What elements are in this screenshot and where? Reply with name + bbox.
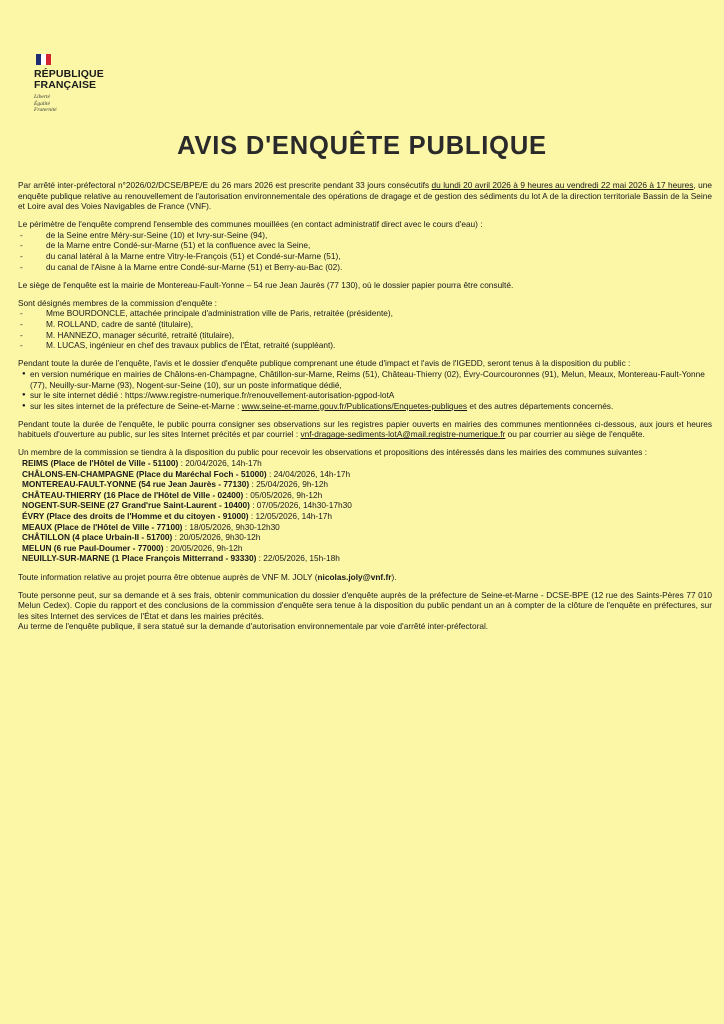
siege-paragraph: Le siège de l'enquête est la mairie de Montereau-Fault-Yonne – 54 rue Jean Jaurès (77 130), où le dossier papier pourra être consulté.	[18, 279, 514, 290]
permanence-item	[18, 458, 712, 469]
contact-paragraph	[18, 572, 712, 583]
contact-text-before: Toute information relative au projet pourra être obtenue auprès de VNF M. JOLY (	[18, 571, 318, 582]
contact-text-after: ).	[391, 571, 397, 582]
perimeter-item: - du canal de l'Aisne à la Marne entre Condé-sur-Marne (51) et Berry-au-Bac (02).	[18, 262, 712, 273]
commission-member: - M. LUCAS, ingénieur en chef des travaux publics de l'État, retraité (suppléant).	[18, 340, 712, 351]
permanence-place: MELUN (6 rue Paul-Doumer - 77000)	[22, 542, 164, 553]
permanence-detail: : 20/05/2026, 9h-12h	[163, 542, 243, 553]
registre-email-link[interactable]: vnf-dragage-sediments-lotA@mail.registre-numerique.fr	[300, 429, 506, 440]
permanence-place: MEAUX (Place de l'Hôtel de Ville - 77100)	[22, 521, 183, 532]
permanence-detail: : 20/04/2026, 14h-17h	[178, 458, 262, 469]
closing-paragraph: Toute personne peut, sur sa demande et à ses frais, obtenir communication du dossier d'enquête auprès de la préfecture de Seine-et-Marne - DCSE-BPE (12 rue des Saints-Pères 77 010 Melun Cedex). Copie du rapport et des conclusions de la commission d'enquête sera tenue à la disposition du public pendant un an à compter de la clôture de l'enquête en préfectures, sur les sites Internet des services de l'État et dans les mairies précités.	[18, 589, 712, 621]
permanence-place: NOGENT-SUR-SEINE (27 Grand'rue Saint-Laurent - 10400)	[22, 500, 250, 511]
commission-member: - Mme BOURDONCLE, attachée principale d'administration ville de Paris, retraitée (présidente),	[18, 308, 712, 319]
perimeter-item: - du canal latéral à la Marne entre Vitry-le-François (51) et Condé-sur-Marne (51),	[18, 251, 712, 262]
permanence-item	[18, 479, 712, 490]
permanence-place: MONTEREAU-FAULT-YONNE (54 rue Jean Jaurès - 77130)	[22, 479, 250, 490]
logo-motto	[34, 94, 124, 114]
permanence-place: CHÂLONS-EN-CHAMPAGNE (Place du Maréchal Foch - 51000)	[22, 468, 267, 479]
french-flag-icon	[36, 54, 51, 65]
motto-egalite: Égalité	[34, 100, 50, 107]
permanence-place: ÉVRY (Place des droits de l'Homme et du citoyen - 91000)	[22, 511, 249, 522]
prefecture-text-after: et des autres départements concernés.	[467, 400, 614, 411]
republique-francaise-logo	[34, 54, 124, 114]
prefecture-link[interactable]: www.seine-et-marne.gouv.fr/Publications/Enquetes-publiques	[241, 400, 468, 411]
motto-liberte: Liberté	[34, 94, 50, 100]
perimeter-intro: Le périmètre de l'enquête comprend l'ensemble des communes mouillées (en contact administratif direct avec le cours d'eau) :	[18, 219, 483, 230]
permanence-item	[18, 490, 712, 501]
permanences-list	[18, 458, 712, 564]
intro-dates: du lundi 20 avril 2026 à 9 heures au vendredi 22 mai 2026 à 17 heures	[431, 180, 694, 190]
commission-member: - M. ROLLAND, cadre de santé (titulaire),	[18, 319, 712, 330]
observations-paragraph	[18, 419, 712, 440]
permanence-detail: : 24/04/2026, 14h-17h	[266, 468, 351, 479]
permanence-detail: : 05/05/2026, 9h-12h	[243, 489, 323, 500]
permanence-item	[18, 553, 712, 564]
dossier-bullet-prefecture	[18, 401, 712, 412]
permanence-item	[18, 500, 712, 511]
permanence-place: CHÂTILLON (4 place Urbain-II - 51700)	[22, 532, 173, 543]
commission-member: - M. HANNEZO, manager sécurité, retraité (titulaire),	[18, 330, 712, 341]
permanence-item	[18, 469, 712, 480]
dossier-bullet-numerique: ● en version numérique en mairies de Châlons-en-Champagne, Châtillon-sur-Marne, Reims (51), Château-Thierry (02), Évry-Courcouronnes (91), Melun, Meaux, Montereau-Fault-Yonne (77), Neuilly-sur-Marne (93), Nogent-sur-Seine (10), sur un poste informatique dédié,	[18, 369, 712, 390]
permanence-detail: : 18/05/2026, 9h30-12h30	[182, 521, 280, 532]
notice-body	[18, 180, 712, 632]
perimeter-item: - de la Seine entre Méry-sur-Seine (10) et Ivry-sur-Seine (94),	[18, 230, 712, 241]
permanence-detail: : 07/05/2026, 14h30-17h30	[249, 500, 352, 511]
permanence-place: REIMS (Place de l'Hôtel de Ville - 51100)	[22, 458, 179, 469]
prefecture-text-before: sur les sites internet de la préfecture de Seine-et-Marne :	[30, 400, 242, 411]
logo-line-2: FRANÇAISE	[34, 79, 97, 91]
logo-line-1: RÉPUBLIQUE	[34, 68, 104, 80]
closing-statement: Au terme de l'enquête publique, il sera statué sur la demande d'autorisation environnementale par voie d'arrêté inter-préfectoral.	[18, 621, 489, 632]
perimeter-item: - de la Marne entre Condé-sur-Marne (51) et la confluence avec la Seine,	[18, 240, 712, 251]
intro-text-before: Par arrêté inter-préfectoral n°2026/02/DCSE/BPE/E du 26 mars 2026 est prescrite pendant 33 jours consécutifs	[18, 180, 432, 190]
permanences-intro: Un membre de la commission se tiendra à la disposition du public pour recevoir les observations et propositions des intéressés dans les mairies des communes suivantes :	[18, 447, 648, 458]
permanence-item	[18, 522, 712, 533]
permanence-detail: : 12/05/2026, 14h-17h	[248, 511, 333, 522]
permanence-item	[18, 543, 712, 554]
page-title: AVIS D'ENQUÊTE PUBLIQUE	[177, 132, 547, 160]
permanence-detail: : 22/05/2026, 15h-18h	[256, 553, 340, 564]
dossier-bullet-site: ● sur le site internet dédié : https://www.registre-numerique.fr/renouvellement-autorisation-pgpod-lotA	[18, 390, 712, 401]
intro-text-after: , une enquête publique relative au renouvellement de l'autorisation environnementale des opérations de dragage et de gestion des sédiments du lot A de la direction territoriale Bassin de la Seine et Loire aval des Voies Navigables de France (VNF).	[18, 180, 712, 212]
permanence-item	[18, 532, 712, 543]
permanence-place: CHÂTEAU-THIERRY (16 Place de l'Hôtel de Ville - 02400)	[22, 489, 244, 500]
contact-email-link[interactable]: nicolas.joly@vnf.fr	[317, 571, 392, 582]
permanence-item	[18, 511, 712, 522]
permanence-place: NEUILLY-SUR-MARNE (1 Place François Mitterrand - 93330)	[22, 553, 257, 564]
intro-paragraph	[18, 180, 712, 212]
permanence-detail: : 20/05/2026, 9h30-12h	[172, 532, 261, 543]
motto-fraternite: Fraternité	[34, 107, 57, 113]
observations-text-after: ou par courrier au siège de l'enquête.	[505, 429, 645, 440]
commission-intro: Sont désignés membres de la commission d'enquête :	[18, 297, 217, 308]
observations-text-before: Pendant toute la durée de l'enquête, le public pourra consigner ses observations sur les registres papier ouverts en mairies des communes mentionnées ci-dessous, aux jours et heures habituels d'ouverture au public, sur les sites Internet précités et par courriel :	[18, 418, 712, 440]
permanence-detail: : 25/04/2026, 9h-12h	[249, 479, 329, 490]
dossier-intro: Pendant toute la durée de l'enquête, l'avis et le dossier d'enquête publique comprenant une étude d'impact et l'avis de l'IGEDD, seront tenus à la disposition du public :	[18, 358, 631, 369]
